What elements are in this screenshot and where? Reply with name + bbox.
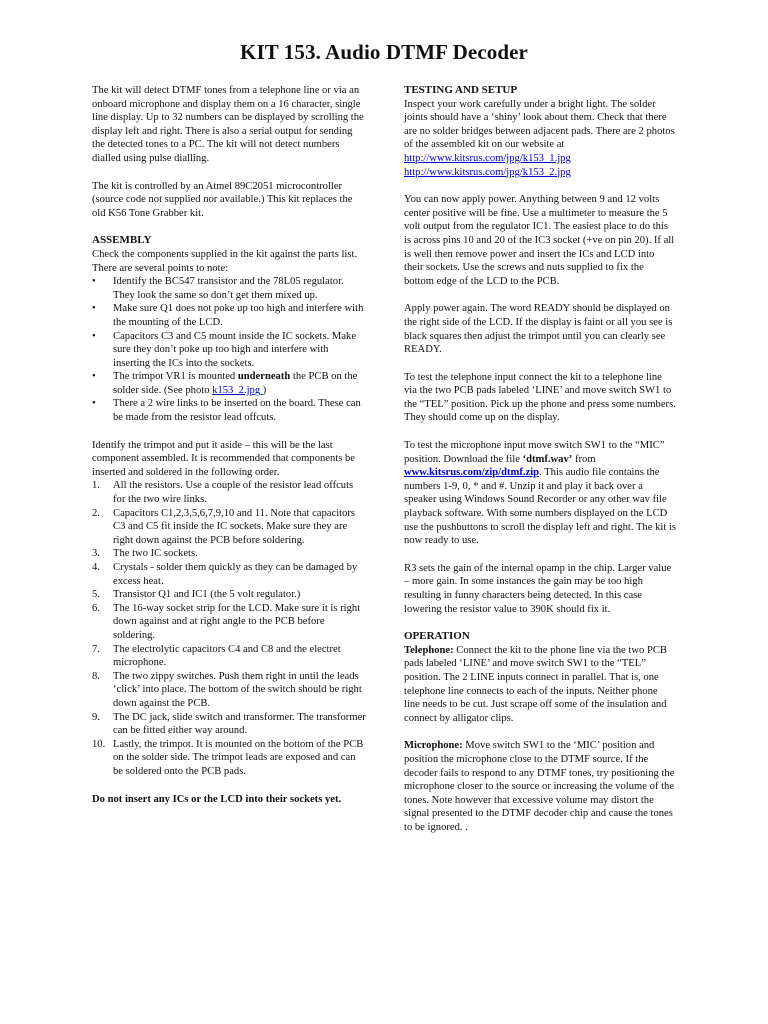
right-column xyxy=(404,84,676,849)
telephone-text: Connect the kit to the phone line via the two PCB pads labeled ‘LINE’ and move switch SW1 to the “TEL” position. The 2 LINE inputs connect in parallel. That is, one telephone line connects to each of the inputs. Neither phone line needs to be cut. Just scrape off some of the insulation and connect by alligator clips. xyxy=(404,644,667,724)
step-number: 1. xyxy=(92,480,100,492)
photo-link-1[interactable]: http://www.kitsrus.com/jpg/k153_1.jpg xyxy=(404,152,571,164)
photo-link[interactable]: k153_2.jpg xyxy=(212,384,263,396)
bullet-text: ) xyxy=(262,384,267,396)
step-text: The 16-way socket strip for the LCD. Make sure it is right down against and at right angle to the PCB before soldering. xyxy=(113,602,361,641)
photo-link-2[interactable]: http://www.kitsrus.com/jpg/k153_2.jpg xyxy=(404,166,571,178)
step-text: Transistor Q1 and IC1 (the 5 volt regulator.) xyxy=(113,589,301,601)
step-number: 2. xyxy=(92,507,100,519)
assembly-intro: Check the components supplied in the kit against the parts list. There are several points to note: xyxy=(92,248,358,274)
step-number: 5. xyxy=(92,589,100,601)
operation-heading: OPERATION xyxy=(404,630,470,643)
bullet-text: the PCB on the solder side. (See photo xyxy=(113,371,358,396)
step-number: 8. xyxy=(92,670,100,682)
step-number: 9. xyxy=(92,711,100,723)
testing-paragraph-3: Apply power again. The word READY should be displayed on the right side of the LCD. If the display is faint or all you see is black squares then adjust the trimpot until you can clearly see READY. xyxy=(404,303,673,356)
step-text: All the resistors. Use a couple of the resistor lead offcuts for the two wire links. xyxy=(113,480,354,506)
bullet-item: • Make sure Q1 does not poke up too high and interfere with the mounting of the LCD. xyxy=(92,302,366,329)
testing-heading: TESTING AND SETUP xyxy=(404,84,518,96)
step-number: 4. xyxy=(92,562,100,573)
warning-note: Do not insert any ICs or the LCD into their sockets yet. xyxy=(92,793,342,805)
step-item xyxy=(92,561,366,588)
left-column xyxy=(92,84,366,820)
assembly-bullet-list xyxy=(92,275,366,425)
microphone-label: Microphone: xyxy=(404,740,463,752)
assembly-steps-list xyxy=(92,479,366,778)
step-item xyxy=(92,643,366,670)
bullet-item: • Capacitors C3 and C5 mount inside the IC sockets. Make sure they don’t poke up too high and interfere with inserting the ICs into the sockets. xyxy=(92,330,366,371)
step-item xyxy=(92,738,366,779)
bullet-item: • There a 2 wire links to be inserted on the board. These can be made from the resistor lead offcuts. xyxy=(92,397,366,424)
telephone-label: Telephone: xyxy=(404,644,454,656)
step-text: The two IC sockets. xyxy=(113,548,198,560)
intro-paragraph-2: The kit is controlled by an Atmel 89C2051 microcontroller (source code not supplied nor available.) This kit replaces the old K56 Tone Grabber kit. xyxy=(92,180,353,219)
bullet-item xyxy=(92,370,366,397)
paragraph-text: from xyxy=(572,453,596,465)
zip-download-link[interactable]: www.kitsrus.com/zip/dtmf.zip xyxy=(404,467,540,479)
order-intro: Identify the trimpot and put it aside – this will be the last component assembled. It is recommended that components be inserted and soldered in the following order. xyxy=(92,439,356,478)
microphone-text: Move switch SW1 to the ‘MIC’ position and position the microphone close to the DTMF source. If the decoder fails to respond to any DTMF tones, try positioning the microphone closer to the source or increasing the volume of the tones. Note however that excessive volume may distort the signal presented to the DTMF decoder chip and cause the tones to be ignored. . xyxy=(404,740,675,833)
bullet-text: The trimpot VR1 is mounted xyxy=(113,371,238,383)
step-number: 10. xyxy=(92,738,106,750)
paragraph-text: To test the microphone input move switch SW1 to the “MIC” position. Download the file xyxy=(404,440,665,465)
telephone-paragraph xyxy=(404,644,676,726)
step-item xyxy=(92,670,366,711)
step-text: The electrolytic capacitors C4 and C8 and the electret microphone. xyxy=(113,643,341,669)
bullet-emphasis: underneath xyxy=(237,371,291,383)
microphone-test-paragraph xyxy=(404,439,676,548)
assembly-heading: ASSEMBLY xyxy=(92,234,152,247)
step-item xyxy=(92,479,366,506)
step-number: 3. xyxy=(92,548,100,560)
step-item xyxy=(92,711,366,738)
step-item xyxy=(92,547,366,561)
testing-paragraph-2: You can now apply power. Anything between 9 and 12 volts center positive will be fine. Use a multimeter to measure the 5 volt output from the regulator IC1. The easiest place to do this is across pins 10 and 20 of the IC3 socket (+ve on pin 20). If all is well then remove power and insert the ICs and LCD into their sockets. Use the screws and nuts supplied to fix the bottom edge of the LCD to the PCB. xyxy=(404,194,675,287)
step-number: 6. xyxy=(92,602,100,614)
step-text: Capacitors C1,2,3,5,6,7,9,10 and 11. Note that capacitors C3 and C5 fit inside the IC sockets. Make sure they are right down against the PCB before soldering. xyxy=(113,507,356,546)
step-text: Crystals - solder them quickly as they can be damaged by excess heat. xyxy=(113,562,358,587)
testing-paragraph-1: Inspect your work carefully under a bright light. The solder joints should have a ‘shiny’ look about them. Check that there are no solder bridges between adjacent pads. There are 2 photos of the assembled kit on our website at xyxy=(404,98,675,151)
step-text: The two zippy switches. Push them right in until the leads ‘click’ into place. The bottom of the switch should be right down against the PCB. xyxy=(113,670,362,709)
page-title: KIT 153. Audio DTMF Decoder xyxy=(240,40,528,64)
r3-gain-paragraph: R3 sets the gain of the internal opamp in the chip. Larger value – more gain. In some instances the gain may be too high resulting in funny characters being detected. In this case lowering the resistor value to 390K should fix it. xyxy=(404,562,672,615)
microphone-paragraph xyxy=(404,739,676,834)
step-item xyxy=(92,602,366,643)
testing-paragraph-4: To test the telephone input connect the kit to a telephone line via the two PCB pads labeled ‘LINE’ and move switch SW1 to the “TEL” position. Pick up the phone and press some numbers. They should come up on the display. xyxy=(404,371,676,424)
step-text: The DC jack, slide switch and transformer. The transformer can be fitted either way around. xyxy=(113,711,366,737)
step-text: Lastly, the trimpot. It is mounted on the bottom of the PCB on the solder side. The trimpot leads are exposed and can be soldered onto the PCB pads. xyxy=(113,738,364,777)
paragraph-text: . This audio file contains the numbers 1-9, 0, * and #. Unzip it and play it back over a speaker using Windows Sound Recorder or any other wav file playback software. With some numbers displayed on the LCD use the pushbuttons to scroll the display left and right. The kit is now ready to use. xyxy=(404,467,676,547)
step-item xyxy=(92,588,366,602)
bullet-item: • Identify the BC547 transistor and the 78L05 regulator. They look the same so don’t get them mixed up. xyxy=(92,275,366,302)
step-item xyxy=(92,507,366,548)
intro-paragraph-1: The kit will detect DTMF tones from a telephone line or via an onboard microphone and display them on a 16 character, single line display. Up to 32 numbers can be displayed by scrolling the display left and right. There is also a serial output for sending the detected tones to a PC. The kit will not detect numbers dialled using pulse dialling. xyxy=(92,85,364,164)
wav-file-name: ‘dtmf.wav’ xyxy=(522,453,573,465)
step-number: 7. xyxy=(92,643,100,655)
